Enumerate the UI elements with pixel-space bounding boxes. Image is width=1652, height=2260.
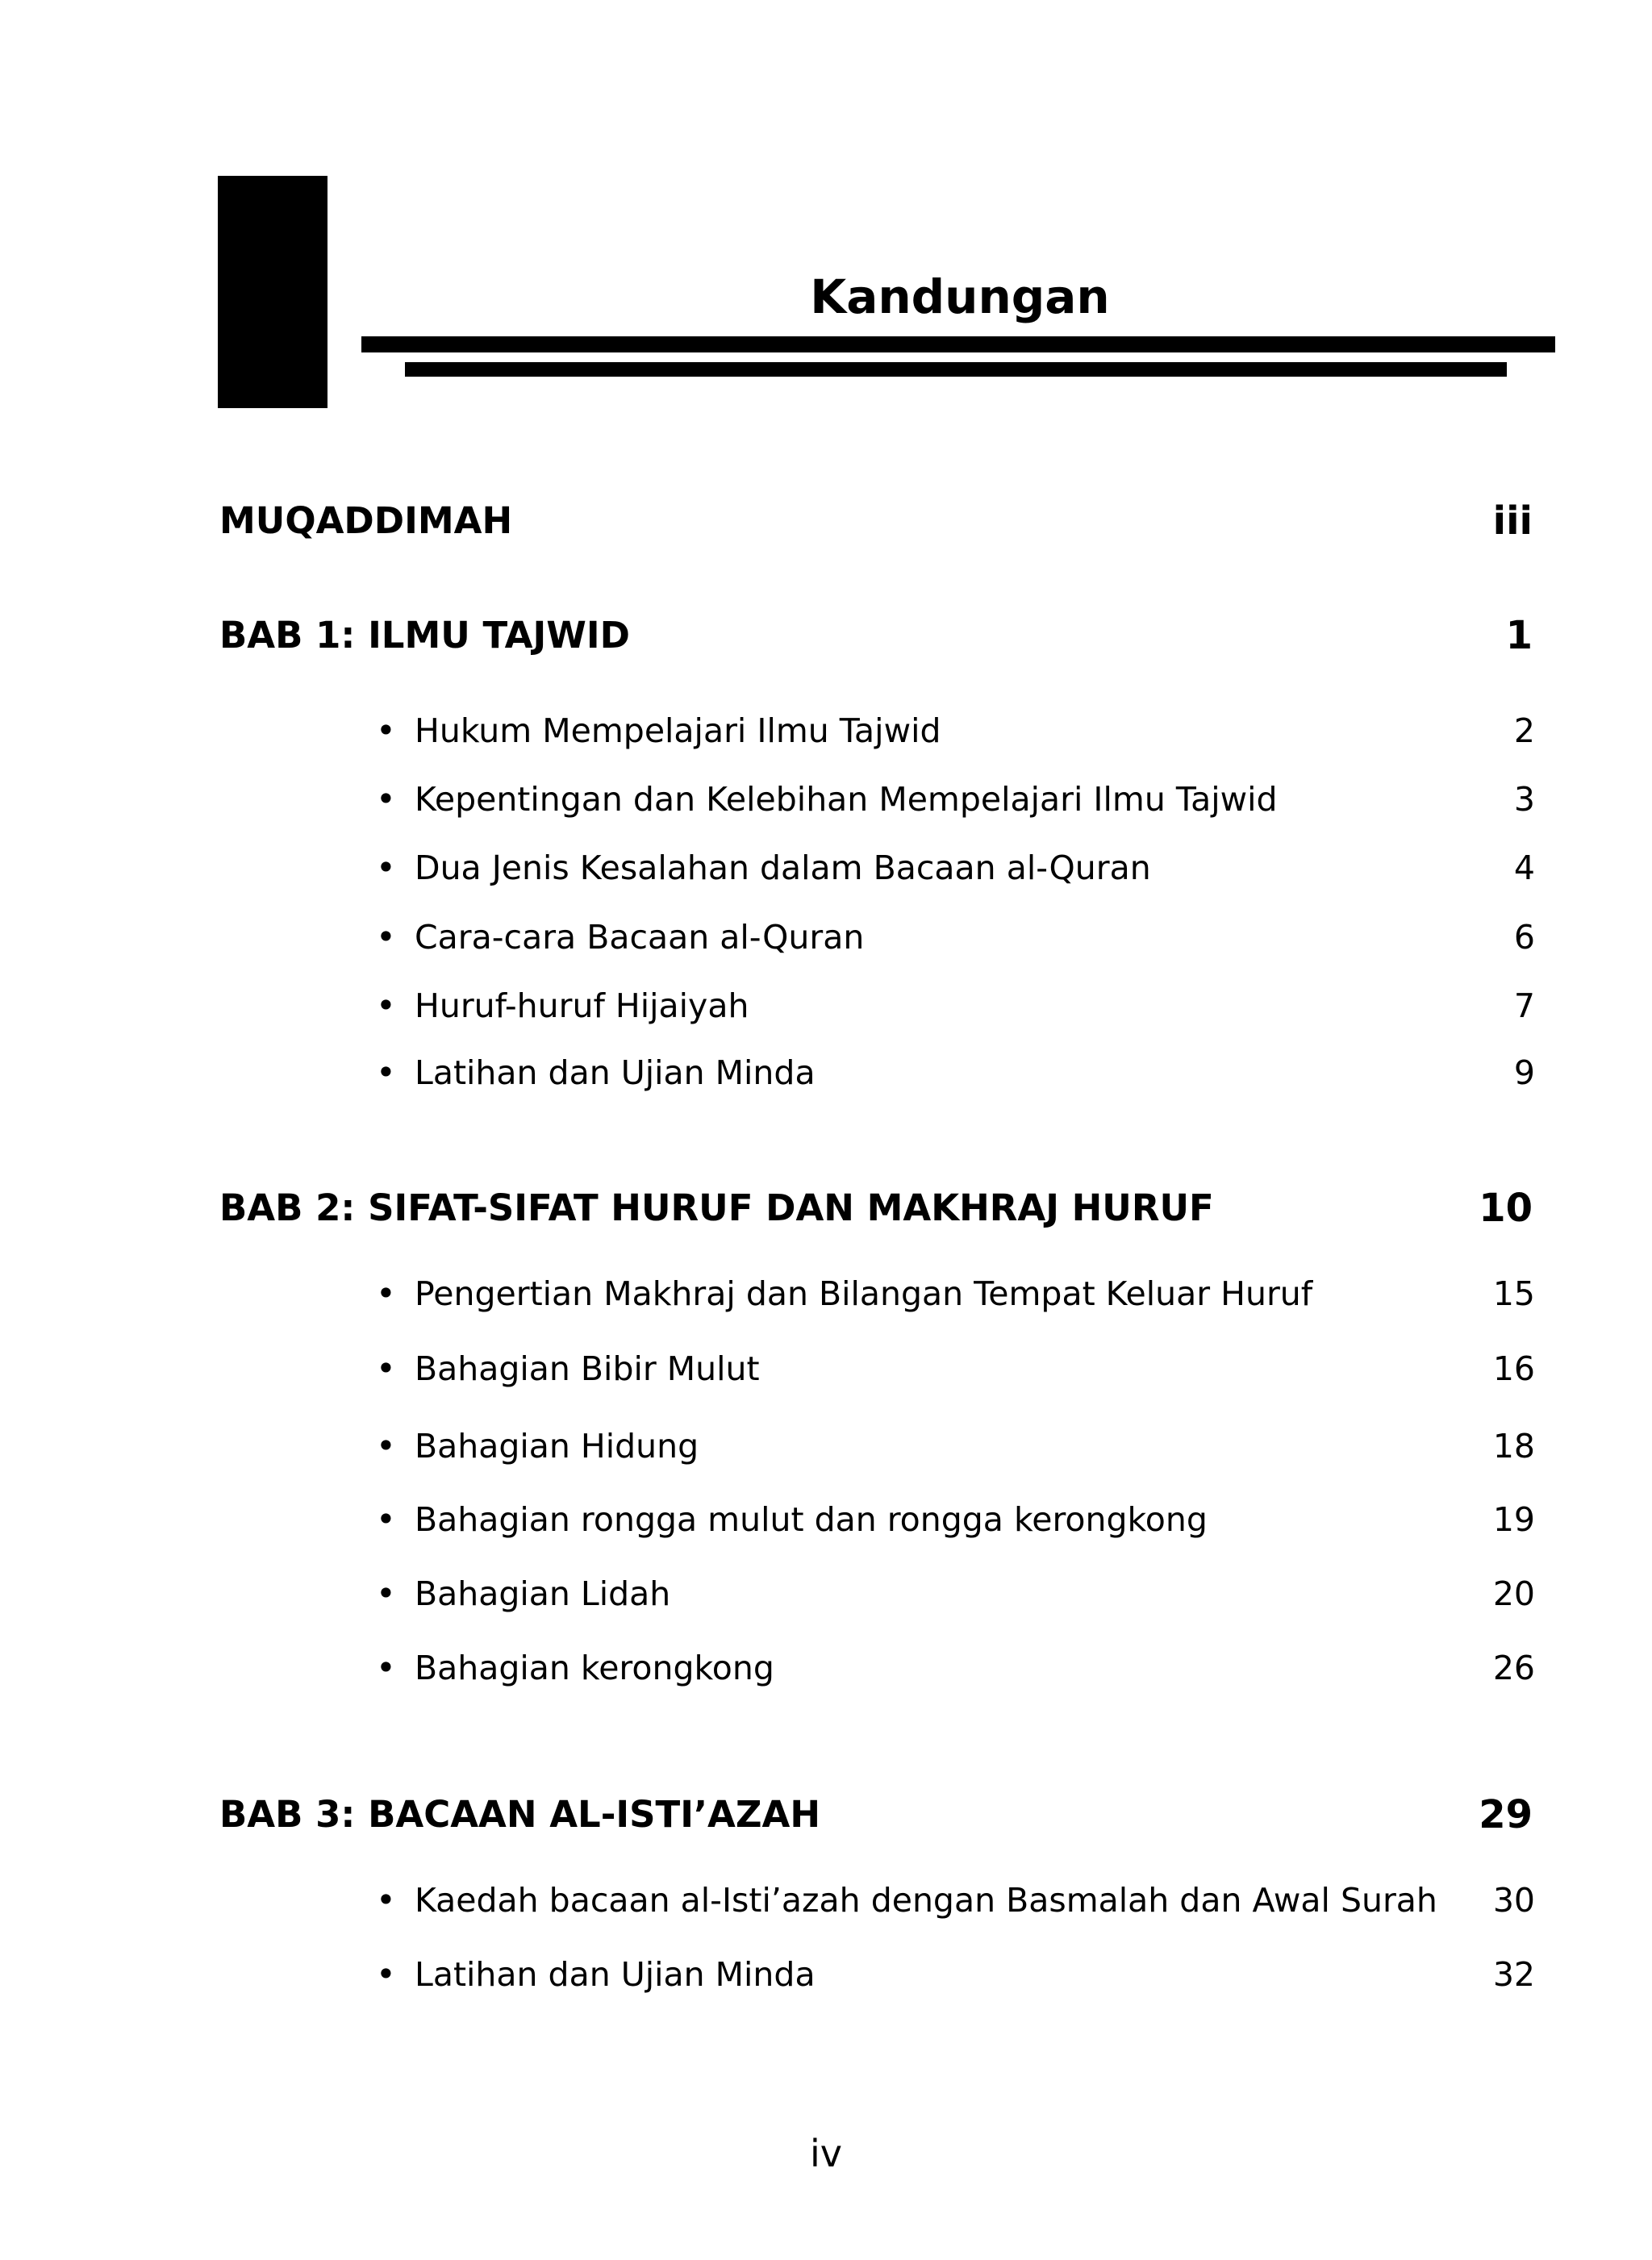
toc-item-label: Huruf-huruf Hijaiyah [415, 986, 749, 1025]
toc-heading-bab3[interactable] [0, 1786, 1652, 1844]
toc-item-page: 16 [1492, 1349, 1535, 1388]
toc-item-label: Cara-cara Bacaan al-Quran [415, 918, 865, 957]
toc-item-label: Kaedah bacaan al-Isti’azah dengan Basmalah dan Awal Surah [415, 1881, 1437, 1920]
toc-item-label: Bahagian Lidah [415, 1574, 671, 1613]
toc-item[interactable] [0, 702, 1652, 760]
toc-item-label: Kepentingan dan Kelebihan Mempelajari Ilmu Tajwid [415, 780, 1278, 819]
toc-heading-page: 29 [1479, 1792, 1533, 1837]
bullet-icon: • [376, 1426, 396, 1466]
toc-heading-bab1[interactable] [0, 607, 1652, 665]
toc-item[interactable] [0, 1417, 1652, 1475]
toc-item-label: Bahagian kerongkong [415, 1649, 774, 1687]
bullet-icon: • [376, 1880, 396, 1920]
toc-item-page: 19 [1492, 1500, 1535, 1539]
bullet-icon: • [376, 1648, 396, 1687]
toc-item[interactable] [0, 977, 1652, 1035]
toc-item[interactable] [0, 1265, 1652, 1323]
toc-item-label: Bahagian Hidung [415, 1427, 699, 1466]
bullet-icon: • [376, 1574, 396, 1613]
toc-heading-label: BAB 3: BACAAN AL-ISTI’AZAH [219, 1793, 821, 1836]
toc-item-page: 7 [1513, 986, 1535, 1025]
toc-item[interactable] [0, 908, 1652, 966]
toc-heading-page: 1 [1505, 613, 1533, 658]
bullet-icon: • [376, 917, 396, 957]
toc-item-page: 4 [1513, 849, 1535, 887]
toc-item[interactable] [0, 839, 1652, 897]
bullet-icon: • [376, 1499, 396, 1539]
page-title: Kandungan [810, 269, 1110, 324]
toc-item-label: Dua Jenis Kesalahan dalam Bacaan al-Quran [415, 849, 1151, 887]
toc-item-label: Latihan dan Ujian Minda [415, 1053, 816, 1092]
toc-heading-page: iii [1492, 498, 1533, 544]
bullet-icon: • [376, 711, 396, 750]
toc-item-page: 9 [1513, 1053, 1535, 1092]
toc-item[interactable] [0, 1044, 1652, 1102]
toc-item-page: 15 [1492, 1274, 1535, 1313]
bullet-icon: • [376, 1954, 396, 1994]
toc-heading-label: BAB 2: SIFAT-SIFAT HURUF DAN MAKHRAJ HURUF [219, 1186, 1214, 1229]
toc-item-page: 30 [1492, 1881, 1535, 1920]
toc-heading-page: 10 [1479, 1186, 1533, 1231]
toc-item-page: 3 [1513, 780, 1535, 819]
toc-item-label: Bahagian Bibir Mulut [415, 1349, 760, 1388]
toc-heading-label: BAB 1: ILMU TAJWID [219, 614, 630, 657]
toc-item-label: Pengertian Makhraj dan Bilangan Tempat Keluar Huruf [415, 1274, 1313, 1313]
bullet-icon: • [376, 1349, 396, 1388]
toc-item-page: 18 [1492, 1427, 1535, 1466]
toc-item-label: Hukum Mempelajari Ilmu Tajwid [415, 711, 941, 750]
toc-item[interactable] [0, 1491, 1652, 1549]
toc-item-label: Latihan dan Ujian Minda [415, 1955, 816, 1994]
toc-item[interactable] [0, 1945, 1652, 2004]
toc-item-label: Bahagian rongga mulut dan rongga kerongkong [415, 1500, 1208, 1539]
toc-heading-muqaddimah[interactable] [0, 492, 1652, 550]
toc-item-page: 2 [1513, 711, 1535, 750]
toc-item-page: 26 [1492, 1649, 1535, 1687]
bullet-icon: • [376, 848, 396, 887]
toc-item-page: 20 [1492, 1574, 1535, 1613]
toc-heading-bab2[interactable] [0, 1179, 1652, 1237]
toc-item-page: 6 [1513, 918, 1535, 957]
bullet-icon: • [376, 1274, 396, 1313]
toc-heading-label: MUQADDIMAH [219, 499, 513, 542]
toc-item[interactable] [0, 1639, 1652, 1697]
toc-item-page: 32 [1492, 1955, 1535, 1994]
bullet-icon: • [376, 779, 396, 819]
bullet-icon: • [376, 1053, 396, 1092]
toc-item[interactable] [0, 1340, 1652, 1398]
toc-item[interactable] [0, 1565, 1652, 1623]
page-number: iv [809, 2132, 842, 2175]
toc-item[interactable] [0, 770, 1652, 828]
toc-item[interactable] [0, 1871, 1652, 1929]
bullet-icon: • [376, 986, 396, 1025]
